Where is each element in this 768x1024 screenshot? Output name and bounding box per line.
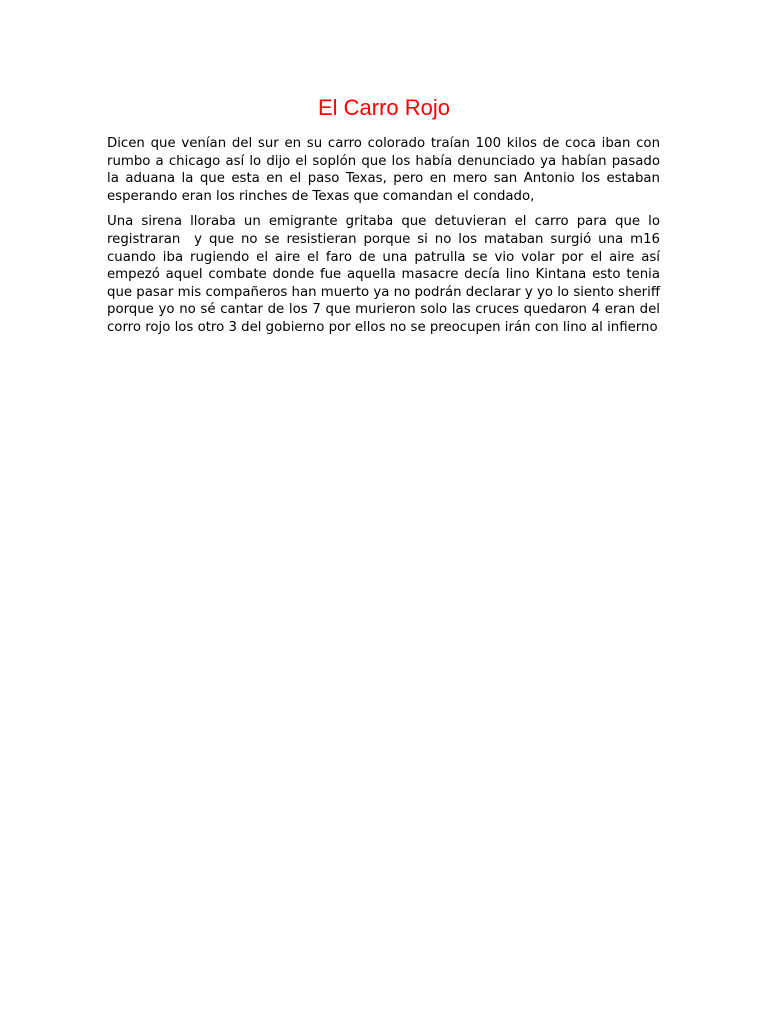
paragraph: Dicen que venían del sur en su carro colorado traían 100 kilos de coca iban con rumbo a chicago así lo dijo el soplón que los había denunciado ya habían pasado la aduana la que esta en el paso Texas, pero en mero san Antonio los estaban esperando eran los rinches de Texas que comandan el condado,: [107, 136, 665, 204]
paragraph: Una sirena lloraba un emigrante gritaba que detuvieran el carro para que lo registraran y que no se resistieran porque si no los mataban surgió una m16 cuando iba rugiendo el aire el faro de una patrulla se vio volar por el aire así empezó aquel combate donde fue aquella masacre decía lino Kintana esto tenia que pasar mis compañeros han muerto ya no podrán declarar y yo lo siento sheriff porque yo no sé cantar de los 7 que murieron solo las cruces quedaron 4 eran del corro rojo los otro 3 del gobierno por ellos no se preocupen irán con lino al infierno: [107, 214, 665, 335]
document-body: [107, 135, 665, 345]
document-title: El Carro Rojo: [317, 95, 451, 120]
